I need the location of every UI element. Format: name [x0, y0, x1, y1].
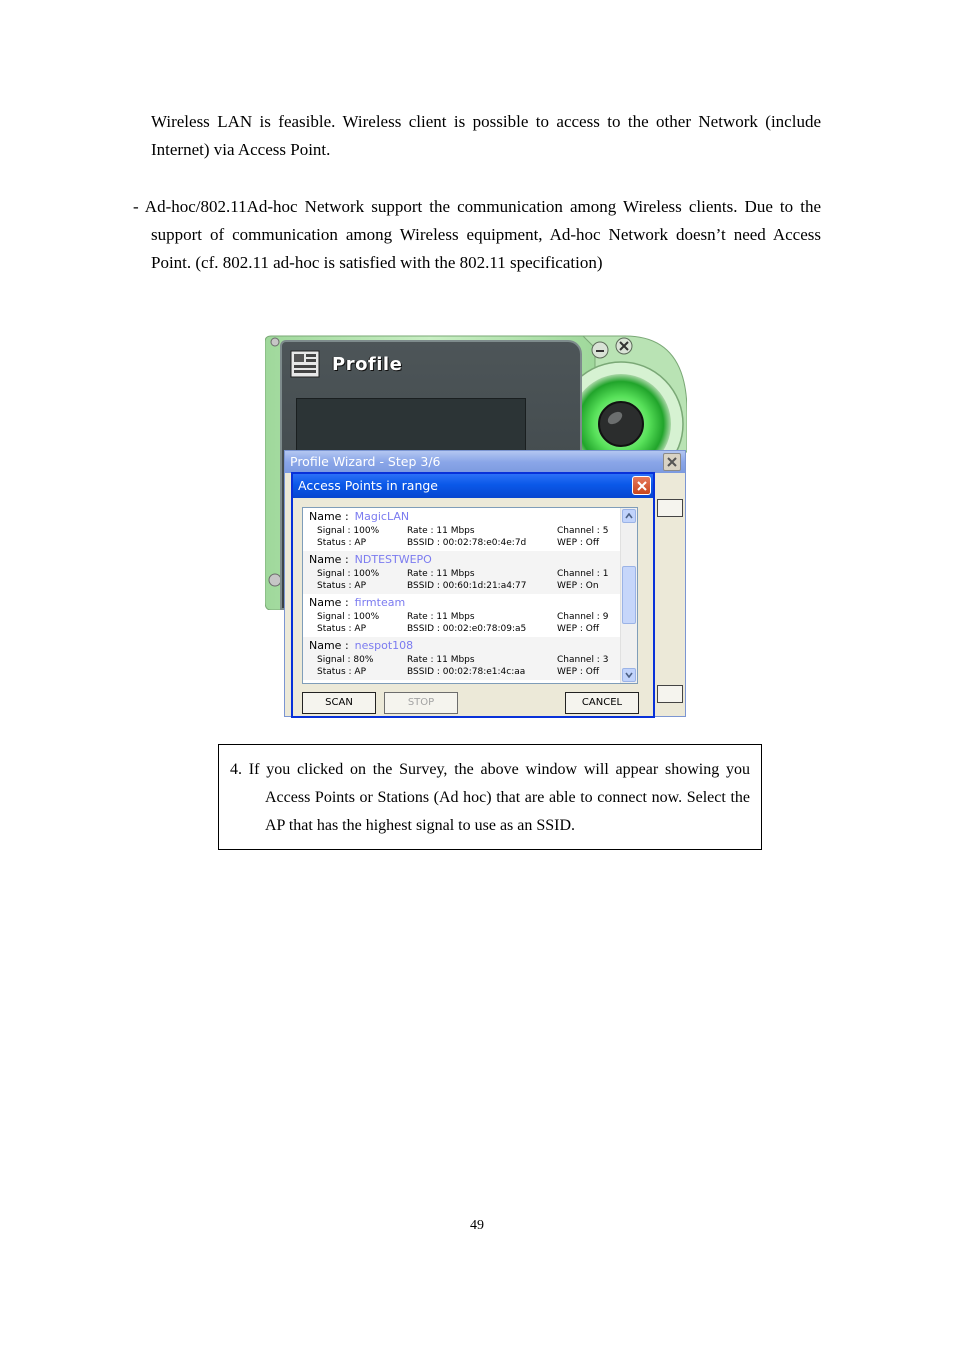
ap-status: Status : AP: [317, 581, 367, 591]
access-points-list[interactable]: [302, 507, 638, 684]
ap-name-label: Name :: [309, 510, 349, 523]
page-number: 49: [470, 1218, 484, 1233]
ap-bssid: BSSID : 00:02:78:e1:4c:aa: [407, 667, 526, 677]
minimize-icon[interactable]: [592, 342, 608, 358]
list-scrollbar[interactable]: [620, 508, 637, 683]
ap-signal: Signal : 100%: [317, 612, 380, 622]
ap-name: MagicLAN: [354, 510, 410, 523]
ap-entries: [303, 508, 621, 683]
ap-name: nespot108: [354, 639, 414, 652]
wizard-title: Profile Wizard - Step 3/6: [290, 454, 441, 469]
list-item[interactable]: [303, 551, 621, 594]
ap-wep: WEP : Off: [557, 538, 600, 548]
ap-channel: Channel : 3: [557, 655, 609, 665]
ap-channel: Channel : 5: [557, 526, 609, 536]
ap-status: Status : AP: [317, 667, 367, 677]
dialog-title: Access Points in range: [298, 478, 439, 493]
wizard-partial-button-bottom[interactable]: [657, 685, 683, 703]
ap-name-label: Name :: [309, 639, 349, 652]
ap-channel: Channel : 1: [557, 569, 609, 579]
close-icon: [637, 481, 647, 491]
ap-status: Status : AP: [317, 624, 367, 634]
ap-signal: Signal : 100%: [317, 569, 380, 579]
wizard-close-button[interactable]: [663, 453, 681, 471]
adhoc-paragraph: - Ad-hoc/802.11Ad-hoc Network support the communication among Wireless clients. Due to the support of communication among Wireless equipment, Ad-hoc Network doesn’t need Access Point. (cf. 802.11 ad-hoc is satisfied with the 802.11 specification): [133, 197, 821, 272]
scan-button[interactable]: SCAN: [302, 692, 376, 714]
wizard-partial-button[interactable]: [657, 499, 683, 517]
ap-name-row: [309, 596, 405, 609]
ap-name-label: Name :: [309, 596, 349, 609]
scroll-down-button[interactable]: [622, 668, 636, 682]
ap-channel: Channel : 9: [557, 612, 609, 622]
ap-wep: WEP : Off: [557, 624, 600, 634]
intro-paragraph: Wireless LAN is feasible. Wireless client is possible to access to the other Network (include Internet) via Access Point.: [151, 112, 821, 159]
list-item[interactable]: [303, 637, 621, 680]
scroll-up-button[interactable]: [622, 509, 636, 523]
ap-rate: Rate : 11 Mbps: [407, 612, 475, 622]
dialog-titlebar: [293, 474, 653, 498]
cancel-button[interactable]: CANCEL: [565, 692, 639, 714]
stop-button[interactable]: STOP: [384, 692, 458, 714]
ap-wep: WEP : Off: [557, 667, 600, 677]
close-icon[interactable]: [616, 338, 632, 354]
wizard-titlebar: [285, 451, 685, 473]
ap-name-row: [309, 510, 409, 523]
window-controls: [588, 336, 648, 362]
profile-logo-icon: [290, 350, 320, 378]
scrollbar-thumb[interactable]: [622, 566, 636, 624]
ap-signal: Signal : 80%: [317, 655, 374, 665]
ap-bssid: BSSID : 00:60:1d:21:a4:77: [407, 581, 527, 591]
ap-name: NDTESTWEPO: [354, 553, 432, 566]
ap-rate: Rate : 11 Mbps: [407, 569, 475, 579]
ap-bssid: BSSID : 00:02:e0:78:09:a5: [407, 624, 527, 634]
ap-name-row: [309, 639, 413, 652]
access-points-dialog: [291, 472, 655, 718]
list-item[interactable]: [303, 508, 621, 551]
caption-box: [218, 744, 762, 850]
ap-signal: Signal : 100%: [317, 526, 380, 536]
scroll-down-icon: [625, 672, 633, 678]
ap-name-label: Name :: [309, 553, 349, 566]
list-item[interactable]: [303, 594, 621, 637]
caption-text: 4. If you clicked on the Survey, the above window will appear showing you Access Points or Stations (Ad hoc) that are able to connect now. Select the AP that has the highest signal to use as an SSID.: [230, 761, 750, 834]
close-icon: [667, 457, 677, 467]
scroll-up-icon: [625, 513, 633, 519]
profile-title: Profile: [332, 354, 403, 375]
ap-status: Status : AP: [317, 538, 367, 548]
ap-name-row: [309, 553, 432, 566]
ap-wep: WEP : On: [557, 581, 599, 591]
ap-rate: Rate : 11 Mbps: [407, 655, 475, 665]
ap-name: firmteam: [354, 596, 406, 609]
dialog-close-button[interactable]: [632, 476, 651, 495]
ap-rate: Rate : 11 Mbps: [407, 526, 475, 536]
screenshot-figure: [262, 332, 690, 722]
ap-bssid: BSSID : 00:02:78:e0:4e:7d: [407, 538, 527, 548]
